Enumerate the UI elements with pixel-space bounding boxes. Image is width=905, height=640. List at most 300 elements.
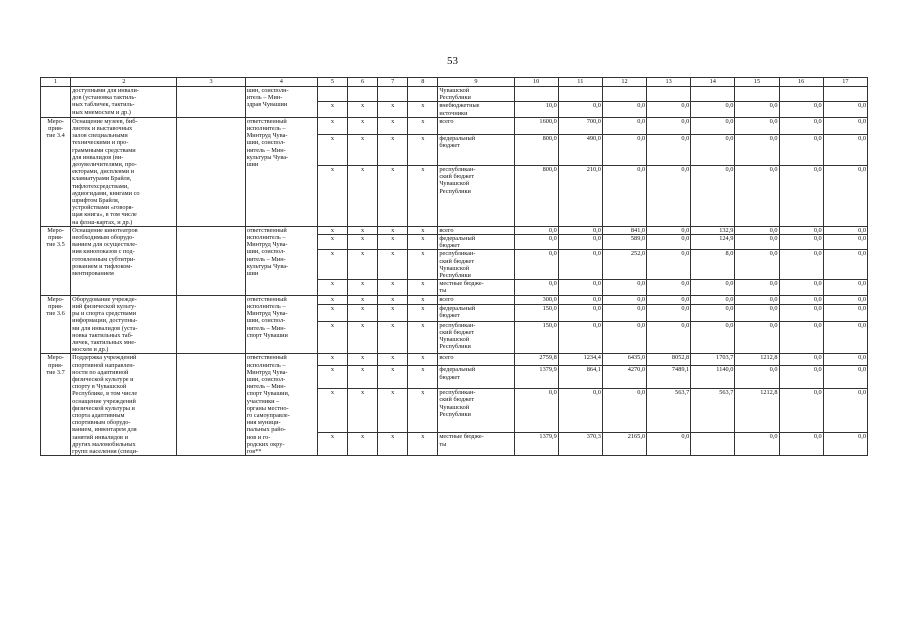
source-cell	[438, 117, 514, 134]
period-cell: x	[348, 165, 378, 226]
text-line: тие 3.4	[46, 132, 65, 140]
value-cell: 2165,0	[602, 433, 646, 456]
period-cell: x	[317, 321, 347, 354]
text-line: спорт Чувашии	[246, 331, 288, 339]
period-cell: x	[378, 389, 408, 433]
text-line: Республики	[439, 272, 471, 280]
value-cell: 0,0	[779, 117, 823, 134]
text-line: групп населения (специ-	[72, 447, 139, 455]
value-cell: 0,0	[514, 250, 558, 280]
period-cell: x	[348, 226, 378, 234]
text-line: Республики	[439, 343, 471, 351]
period-cell: x	[317, 117, 347, 134]
text-line: щая книга», в том числе	[72, 211, 137, 219]
table-row	[41, 295, 868, 304]
value-cell: 0,0	[779, 280, 823, 295]
value-cell: 0,0	[602, 117, 646, 134]
text-line: шии, соиспол-	[246, 248, 286, 256]
value-cell: 0,0	[691, 295, 735, 304]
value-cell: 1212,8	[735, 354, 779, 366]
period-cell: x	[408, 366, 438, 389]
source-cell	[438, 235, 514, 250]
period-cell: x	[378, 250, 408, 280]
value-cell: 0,0	[558, 226, 602, 234]
text-line: занятий инвалидов и	[72, 433, 128, 441]
column-number: 12	[602, 78, 646, 87]
text-line: ности по адаптивной	[72, 368, 129, 376]
period-cell: x	[378, 354, 408, 366]
value-cell	[558, 87, 602, 102]
value-cell: 0,0	[735, 280, 779, 295]
value-cell: 0,0	[558, 295, 602, 304]
value-cell: 0,0	[823, 389, 867, 433]
period-cell: x	[378, 433, 408, 456]
text-line: Чувашской	[439, 180, 470, 188]
text-line: физической культуре и	[72, 375, 134, 383]
source-cell	[438, 87, 514, 102]
period-cell: x	[348, 366, 378, 389]
text-line: спорта адаптивным	[72, 411, 125, 419]
empty-cell	[177, 354, 245, 456]
column-number: 17	[823, 78, 867, 87]
text-line: тифлотехсредствами,	[72, 182, 129, 190]
source-cell	[438, 102, 514, 117]
value-cell: 0,0	[779, 354, 823, 366]
value-cell: 10,0	[514, 102, 558, 117]
period-cell: x	[378, 295, 408, 304]
period-cell: x	[348, 134, 378, 165]
value-cell: 0,0	[779, 295, 823, 304]
value-cell: 0,0	[823, 102, 867, 117]
value-cell: 0,0	[647, 165, 691, 226]
text-line: мосхем и др.)	[72, 346, 109, 354]
text-line: Чувашской	[439, 264, 470, 272]
period-cell: x	[408, 304, 438, 321]
value-cell: 150,0	[514, 304, 558, 321]
text-line: нитель – Мин-	[246, 255, 286, 263]
value-cell: 0,0	[735, 117, 779, 134]
table-row	[41, 354, 868, 366]
value-cell	[514, 87, 558, 102]
value-cell: 0,0	[823, 134, 867, 165]
text-line: Оснащение музеев, биб-	[72, 117, 138, 125]
column-number: 13	[647, 78, 691, 87]
text-line: Республики	[439, 410, 471, 418]
column-number: 6	[348, 78, 378, 87]
value-cell: 0,0	[779, 321, 823, 354]
text-line: Оборудование учрежде-	[72, 295, 137, 303]
text-line: всего	[439, 117, 454, 125]
text-line: деоувеличителями, про-	[72, 161, 137, 169]
value-cell: 0,0	[735, 321, 779, 354]
text-line: исполнитель –	[246, 125, 286, 133]
source-cell	[438, 280, 514, 295]
description-cell	[71, 295, 177, 354]
text-line: готовленным субтитри-	[72, 255, 136, 263]
value-cell: 0,0	[647, 304, 691, 321]
text-line: залов специальными	[72, 132, 128, 140]
value-cell: 0,0	[823, 366, 867, 389]
value-cell: 0,0	[558, 235, 602, 250]
source-cell	[438, 295, 514, 304]
value-cell	[647, 87, 691, 102]
text-line: органы местно-	[246, 404, 289, 412]
column-number: 8	[408, 78, 438, 87]
value-cell: 0,0	[558, 321, 602, 354]
value-cell: 0,0	[602, 389, 646, 433]
text-line: бюджет	[439, 141, 460, 149]
text-line: ответственный	[246, 354, 287, 362]
value-cell: 0,0	[647, 321, 691, 354]
text-line: спорту в Чувашской	[72, 383, 127, 391]
column-number: 2	[71, 78, 177, 87]
value-cell: 1379,9	[514, 433, 558, 456]
text-line: шии	[246, 161, 259, 169]
table-row	[41, 226, 868, 234]
text-line: рованием и тифлоком-	[72, 262, 133, 270]
text-line: Республики	[439, 94, 471, 102]
text-line: лиотек и выставочных	[72, 125, 133, 133]
source-cell	[438, 226, 514, 234]
value-cell: 0,0	[647, 102, 691, 117]
value-cell: 864,1	[558, 366, 602, 389]
text-line: спортивным оборудо-	[72, 419, 131, 427]
text-line: республикан-	[439, 250, 476, 258]
period-cell: x	[378, 165, 408, 226]
text-line: техническими и про-	[72, 139, 129, 147]
value-cell: 8,0	[691, 250, 735, 280]
value-cell: 0,0	[602, 134, 646, 165]
value-cell: 6435,0	[602, 354, 646, 366]
text-line: источники	[439, 109, 468, 117]
source-cell	[438, 321, 514, 354]
value-cell: 0,0	[823, 295, 867, 304]
value-cell: 0,0	[691, 304, 735, 321]
period-cell: x	[408, 134, 438, 165]
period-cell: x	[408, 117, 438, 134]
value-cell: 2759,8	[514, 354, 558, 366]
text-line: нитель – Мин-	[246, 383, 286, 391]
period-cell: x	[408, 235, 438, 250]
text-line: здрав Чувашии	[246, 101, 288, 109]
period-cell: x	[348, 235, 378, 250]
period-cell: x	[408, 250, 438, 280]
value-cell: 0,0	[779, 102, 823, 117]
text-line: ры и спорта средствами	[72, 310, 137, 318]
value-cell: 0,0	[691, 321, 735, 354]
column-number: 11	[558, 78, 602, 87]
value-cell: 0,0	[558, 280, 602, 295]
text-line: федеральный	[439, 366, 476, 374]
period-cell: x	[317, 165, 347, 226]
value-cell: 0,0	[735, 304, 779, 321]
text-line: спорт Чувашии,	[246, 390, 290, 398]
value-cell: 370,3	[558, 433, 602, 456]
text-line: ных мнемосхем и др.)	[72, 108, 131, 116]
column-number: 16	[779, 78, 823, 87]
source-cell	[438, 433, 514, 456]
period-cell	[317, 87, 347, 102]
text-line: Минтруд Чува-	[246, 368, 288, 376]
text-line: шии, соиспол-	[246, 317, 286, 325]
value-cell: 0,0	[514, 389, 558, 433]
value-cell: 0,0	[647, 433, 691, 456]
text-line: шии, соиспол-	[246, 375, 286, 383]
value-cell: 700,0	[558, 117, 602, 134]
column-number: 15	[735, 78, 779, 87]
value-cell: 0,0	[514, 226, 558, 234]
text-line: пальных райо-	[246, 426, 286, 434]
measure-cell	[41, 87, 71, 118]
value-cell: 0,0	[558, 389, 602, 433]
text-line: родских окру-	[246, 440, 285, 448]
period-cell: x	[378, 366, 408, 389]
period-cell: x	[378, 280, 408, 295]
value-cell: 1703,7	[691, 354, 735, 366]
value-cell	[823, 87, 867, 102]
text-line: клавиатурами Брайля,	[72, 175, 132, 183]
period-cell: x	[408, 226, 438, 234]
text-line: ты	[439, 440, 447, 448]
period-cell: x	[317, 134, 347, 165]
value-cell: 0,0	[823, 433, 867, 456]
period-cell: x	[348, 250, 378, 280]
executor-cell	[245, 354, 317, 456]
text-line: шии	[246, 270, 259, 278]
text-line: итель – Мин-	[246, 94, 283, 102]
text-line: ванием, инвентарем для	[72, 426, 137, 434]
value-cell: 0,0	[735, 235, 779, 250]
value-cell: 1212,8	[735, 389, 779, 433]
description-cell	[71, 87, 177, 118]
value-cell: 0,0	[823, 226, 867, 234]
value-cell: 124,9	[691, 235, 735, 250]
text-line: бюджет	[439, 242, 460, 250]
text-line: Оснащение кинотеатров	[72, 226, 138, 234]
empty-cell	[177, 226, 245, 295]
executor-cell	[245, 117, 317, 226]
text-line: тие 3.6	[46, 310, 65, 318]
value-cell: 0,0	[823, 117, 867, 134]
executor-cell	[245, 295, 317, 354]
value-cell: 0,0	[558, 304, 602, 321]
text-line: на флэш-картах, и др.)	[72, 218, 133, 226]
value-cell: 0,0	[691, 280, 735, 295]
value-cell: 0,0	[558, 102, 602, 117]
value-cell: 0,0	[514, 280, 558, 295]
description-cell	[71, 354, 177, 456]
period-cell: x	[378, 226, 408, 234]
text-line: республикан-	[439, 165, 476, 173]
value-cell: 132,9	[691, 226, 735, 234]
value-cell: 4270,0	[602, 366, 646, 389]
value-cell: 800,0	[514, 134, 558, 165]
empty-cell	[177, 295, 245, 354]
value-cell: 0,0	[691, 102, 735, 117]
column-number: 10	[514, 78, 558, 87]
period-cell: x	[348, 433, 378, 456]
period-cell: x	[408, 165, 438, 226]
value-cell: 0,0	[779, 304, 823, 321]
text-line: Чувашской	[439, 87, 470, 94]
period-cell: x	[317, 366, 347, 389]
text-line: тие 3.5	[46, 241, 65, 249]
measure-cell	[41, 117, 71, 226]
value-cell: 0,0	[823, 165, 867, 226]
text-line: устройствами «говоря-	[72, 204, 134, 212]
text-line: всего	[439, 295, 454, 303]
value-cell: 0,0	[558, 250, 602, 280]
value-cell: 252,0	[602, 250, 646, 280]
period-cell: x	[348, 354, 378, 366]
period-cell: x	[317, 280, 347, 295]
text-line: Поддержка учреждений	[72, 354, 137, 362]
value-cell: 0,0	[647, 226, 691, 234]
text-line: шрифтом Брайля,	[72, 197, 120, 205]
value-cell: 0,0	[779, 226, 823, 234]
text-line: ментированием	[72, 270, 114, 278]
text-line: гов**	[246, 447, 262, 455]
period-cell	[378, 87, 408, 102]
text-line: шин, соисполн-	[246, 87, 289, 94]
text-line: ский бюджет	[439, 396, 475, 404]
text-line: ми для инвалидов (уста-	[72, 324, 138, 332]
column-number: 9	[438, 78, 514, 87]
period-cell: x	[408, 433, 438, 456]
executor-cell	[245, 87, 317, 118]
value-cell: 589,0	[602, 235, 646, 250]
text-line: исполнитель –	[246, 302, 286, 310]
value-cell: 0,0	[647, 117, 691, 134]
text-line: бюджет	[439, 311, 460, 319]
text-line: прия-	[48, 125, 63, 133]
column-number: 1	[41, 78, 71, 87]
value-cell	[602, 87, 646, 102]
text-line: ты	[439, 287, 447, 295]
period-cell: x	[317, 102, 347, 117]
value-cell: 800,0	[514, 165, 558, 226]
period-cell: x	[317, 389, 347, 433]
text-line: местные бюдже-	[439, 433, 484, 441]
value-cell	[735, 87, 779, 102]
text-line: республикан-	[439, 321, 476, 329]
period-cell: x	[378, 235, 408, 250]
text-line: Минтруд Чува-	[246, 310, 288, 318]
text-line: ванием для осуществле-	[72, 241, 138, 249]
text-line: внебюджетные	[439, 102, 480, 110]
value-cell: 0,0	[691, 134, 735, 165]
period-cell	[408, 87, 438, 102]
value-cell: 0,0	[602, 102, 646, 117]
table-row	[41, 87, 868, 102]
period-cell: x	[317, 354, 347, 366]
text-line: для инвалидов (ви-	[72, 153, 124, 161]
value-cell: 8052,8	[647, 354, 691, 366]
value-cell: 0,0	[823, 304, 867, 321]
source-cell	[438, 250, 514, 280]
column-number-row	[41, 78, 868, 87]
period-cell: x	[317, 433, 347, 456]
value-cell: 0,0	[691, 165, 735, 226]
value-cell: 1379,9	[514, 366, 558, 389]
measure-cell	[41, 354, 71, 456]
text-line: прия-	[48, 302, 63, 310]
value-cell: 0,0	[735, 226, 779, 234]
source-cell	[438, 389, 514, 433]
executor-cell	[245, 226, 317, 295]
source-cell	[438, 165, 514, 226]
period-cell: x	[408, 102, 438, 117]
text-line: прия-	[48, 234, 63, 242]
text-line: нитель – Мин-	[246, 324, 286, 332]
text-line: доступными для инвали-	[72, 87, 140, 94]
value-cell: 1140,0	[691, 366, 735, 389]
value-cell: 0,0	[735, 295, 779, 304]
value-cell: 0,0	[779, 165, 823, 226]
text-line: культуры Чува-	[246, 262, 289, 270]
period-cell: x	[317, 235, 347, 250]
value-cell: 0,0	[691, 117, 735, 134]
description-cell	[71, 226, 177, 295]
period-cell: x	[317, 226, 347, 234]
source-cell	[438, 366, 514, 389]
text-line: исполнитель –	[246, 234, 286, 242]
value-cell	[779, 87, 823, 102]
text-line: Меро-	[47, 117, 64, 125]
text-line: культуры Чува-	[246, 153, 289, 161]
text-line: Чувашской	[439, 403, 470, 411]
column-number: 7	[378, 78, 408, 87]
value-cell: 0,0	[735, 165, 779, 226]
value-cell: 1234,4	[558, 354, 602, 366]
value-cell	[691, 433, 735, 456]
text-line: прия-	[48, 361, 63, 369]
period-cell: x	[317, 295, 347, 304]
text-line: шии, соиспол-	[246, 139, 286, 147]
text-line: ния муници-	[246, 419, 281, 427]
text-line: ский бюджет	[439, 173, 475, 181]
text-line: Минтруд Чува-	[246, 241, 288, 249]
text-line: республикан-	[439, 389, 476, 397]
text-line: всего	[439, 226, 454, 234]
period-cell	[348, 87, 378, 102]
text-line: необходимым оборудо-	[72, 234, 135, 242]
period-cell: x	[378, 117, 408, 134]
text-line: исполнитель –	[246, 361, 286, 369]
text-line: оснащение учреждений	[72, 397, 136, 405]
period-cell: x	[348, 304, 378, 321]
period-cell: x	[348, 102, 378, 117]
text-line: ский бюджет	[439, 328, 475, 336]
value-cell: 0,0	[779, 250, 823, 280]
period-cell: x	[408, 295, 438, 304]
period-cell: x	[317, 250, 347, 280]
value-cell: 0,0	[779, 366, 823, 389]
period-cell: x	[408, 280, 438, 295]
empty-cell	[177, 117, 245, 226]
text-line: дов (установка тактиль-	[72, 94, 137, 102]
value-cell: 0,0	[779, 433, 823, 456]
value-cell	[691, 87, 735, 102]
value-cell: 490,0	[558, 134, 602, 165]
column-number: 5	[317, 78, 347, 87]
value-cell: 0,0	[823, 321, 867, 354]
column-number: 4	[245, 78, 317, 87]
value-cell: 0,0	[735, 250, 779, 280]
text-line: Республики	[439, 187, 471, 195]
period-cell: x	[348, 280, 378, 295]
text-line: личек, тактильных мне-	[72, 338, 137, 346]
